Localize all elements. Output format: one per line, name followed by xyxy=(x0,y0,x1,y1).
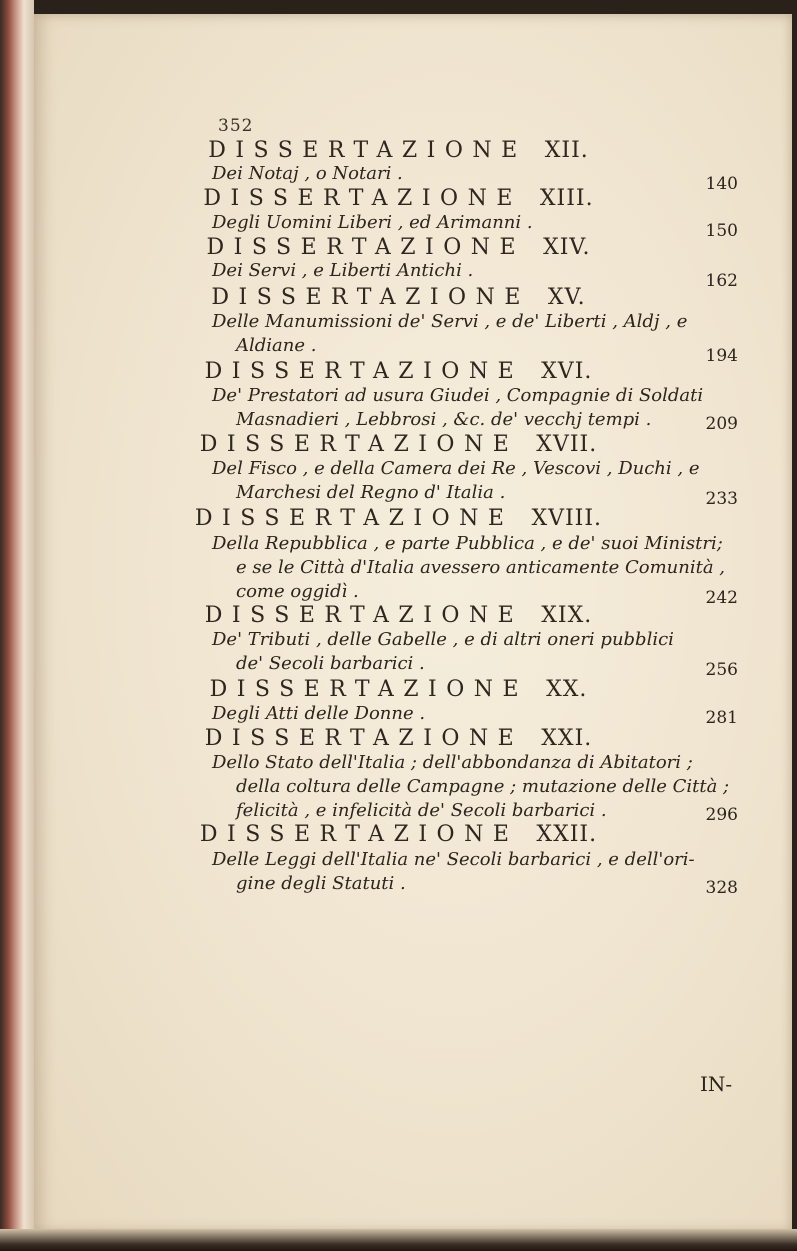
dissertation-heading: DISSERTAZIONE XVII. xyxy=(199,432,598,457)
catchword: IN- xyxy=(700,1072,733,1096)
entry-page: 256 xyxy=(705,660,738,680)
entry-page: 209 xyxy=(705,414,738,434)
entry-line: Degli Atti delle Donne . xyxy=(212,703,426,724)
entry-line: Delle Manumissioni de' Servi , e de' Liberti , Aldj , e xyxy=(212,311,688,332)
toc-entry xyxy=(212,211,738,241)
entry-line: Della Repubblica , e parte Pubblica , e de' suoi Ministri; xyxy=(212,533,723,554)
dissertation-heading: DISSERTAZIONE XVIII. xyxy=(194,506,603,531)
dissertation-heading: DISSERTAZIONE XIII. xyxy=(203,186,594,211)
entry-line: Masnadieri , Lebbrosi , &c. de' vecchj tempi . xyxy=(236,409,652,430)
entry-line: e se le Città d'Italia avessero anticamente Comunità , xyxy=(236,557,725,578)
toc-entry xyxy=(212,532,738,608)
entry-page: 296 xyxy=(705,805,738,825)
entry-line: Marchesi del Regno d' Italia . xyxy=(236,482,506,503)
entry-page: 233 xyxy=(705,489,738,509)
dissertation-heading: DISSERTAZIONE XXI. xyxy=(204,726,593,751)
entry-page: 328 xyxy=(705,878,738,898)
entry-line: Dei Notaj , o Notari . xyxy=(212,163,403,184)
entry-page: 242 xyxy=(705,588,738,608)
entry-line: come oggidì . xyxy=(236,581,359,602)
entry-line: Dello Stato dell'Italia ; dell'abbondanza di Abitatori ; xyxy=(212,752,693,773)
entry-line: gine degli Statuti . xyxy=(236,873,406,894)
toc-entry xyxy=(212,162,738,194)
dissertation-heading: DISSERTAZIONE XVI. xyxy=(204,359,593,384)
toc-entry xyxy=(212,848,738,896)
toc-entry xyxy=(212,457,738,509)
entry-line: De' Prestatori ad usura Giudei , Compagnie di Soldati xyxy=(212,385,704,406)
entry-page: 281 xyxy=(705,708,738,728)
book-bottom-edge xyxy=(0,1229,797,1251)
entry-line: felicità , e infelicità de' Secoli barbarici . xyxy=(236,800,607,821)
dissertation-heading: DISSERTAZIONE XIX. xyxy=(204,603,593,628)
dissertation-heading: DISSERTAZIONE XII. xyxy=(208,138,589,163)
entry-line: de' Secoli barbarici . xyxy=(236,653,425,674)
entry-line: Degli Uomini Liberi , ed Arimanni . xyxy=(212,212,533,233)
toc-entry xyxy=(212,628,738,680)
entry-line: De' Tributi , delle Gabelle , e di altri oneri pubblici xyxy=(212,629,674,650)
toc-entry xyxy=(212,310,738,366)
entry-line: Aldiane . xyxy=(236,335,317,356)
entry-line: Del Fisco , e della Camera dei Re , Vescovi , Duchi , e xyxy=(212,458,700,479)
dissertation-heading: DISSERTAZIONE XIV. xyxy=(206,235,591,260)
entry-line: Delle Leggi dell'Italia ne' Secoli barbarici , e dell'ori- xyxy=(212,849,695,870)
page-number: 352 xyxy=(218,116,254,136)
entry-page: 150 xyxy=(705,221,738,241)
entry-page: 162 xyxy=(705,271,738,291)
dissertation-heading: DISSERTAZIONE XV. xyxy=(211,285,586,310)
dissertation-heading: DISSERTAZIONE XX. xyxy=(209,677,588,702)
toc-entry xyxy=(212,751,738,823)
toc-entry xyxy=(212,702,738,726)
dissertation-heading: DISSERTAZIONE XXII. xyxy=(199,822,598,847)
entry-line: della coltura delle Campagne ; mutazione delle Città ; xyxy=(236,776,730,797)
entry-page: 194 xyxy=(705,346,738,366)
toc-entry xyxy=(212,384,738,432)
entry-page: 140 xyxy=(705,174,738,194)
entry-line: Dei Servi , e Liberti Antichi . xyxy=(212,260,474,281)
toc-entry xyxy=(212,259,738,291)
